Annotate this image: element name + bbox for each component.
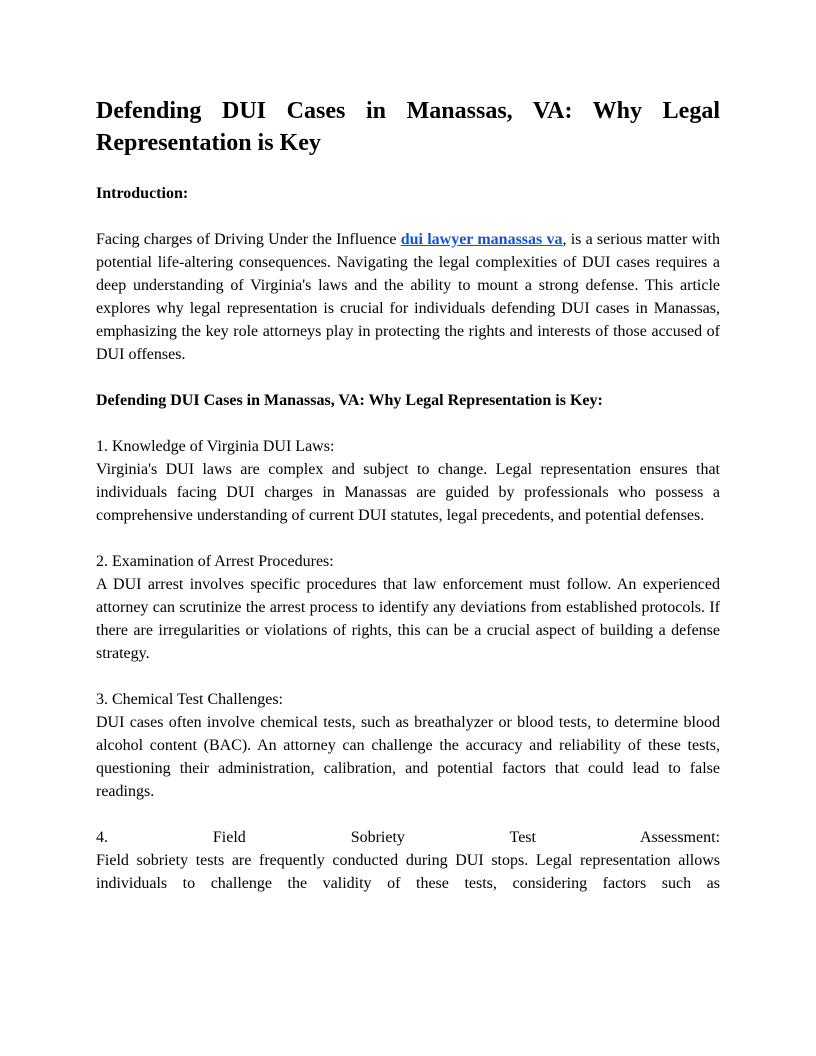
dui-lawyer-link[interactable]: dui lawyer manassas va	[400, 231, 563, 248]
item-body: A DUI arrest involves specific procedures that law enforcement must follow. An experienced attorney can scrutinize the arrest process to identify any deviations from established protocols. If there are irregularities or violations of rights, this can be a crucial aspect of building a defense strategy.	[96, 576, 720, 662]
list-item	[96, 688, 720, 803]
item-title: 4. Field Sobriety Test Assessment:	[96, 829, 720, 846]
item-body: Virginia's DUI laws are complex and subject to change. Legal representation ensures that individuals facing DUI charges in Manassas are guided by professionals who possess a comprehensive understanding of current DUI statutes, legal precedents, and potential defenses.	[96, 461, 720, 524]
intro-heading: Introduction:	[96, 185, 189, 202]
list-item	[96, 826, 720, 895]
document-page	[96, 95, 720, 918]
document-title: Defending DUI Cases in Manassas, VA: Why Legal Representation is Key	[96, 98, 720, 156]
intro-paragraph: Facing charges of Driving Under the Influence dui lawyer manassas va, is a serious matter with potential life-altering consequences. Navigating the legal complexities of DUI cases requires a deep understanding of Virginia's laws and the ability to mount a strong defense. This article explores why legal representation is crucial for individuals defending DUI cases in Manassas, emphasizing the key role attorneys play in protecting the rights and interests of those accused of DUI offenses.	[96, 231, 721, 363]
list-item	[96, 435, 720, 527]
list-item	[96, 550, 720, 665]
item-body: Field sobriety tests are frequently conducted during DUI stops. Legal representation allows individuals to challenge the validity of these tests, considering factors such as	[96, 852, 720, 892]
item-body: DUI cases often involve chemical tests, such as breathalyzer or blood tests, to determine blood alcohol content (BAC). An attorney can challenge the accuracy and reliability of these tests, questioning their administration, calibration, and potential factors that could lead to false readings.	[96, 714, 720, 800]
section-heading: Defending DUI Cases in Manassas, VA: Why Legal Representation is Key:	[96, 392, 603, 409]
item-title: 1. Knowledge of Virginia DUI Laws:	[96, 438, 335, 455]
item-title: 3. Chemical Test Challenges:	[96, 691, 283, 708]
item-title: 2. Examination of Arrest Procedures:	[96, 553, 334, 570]
